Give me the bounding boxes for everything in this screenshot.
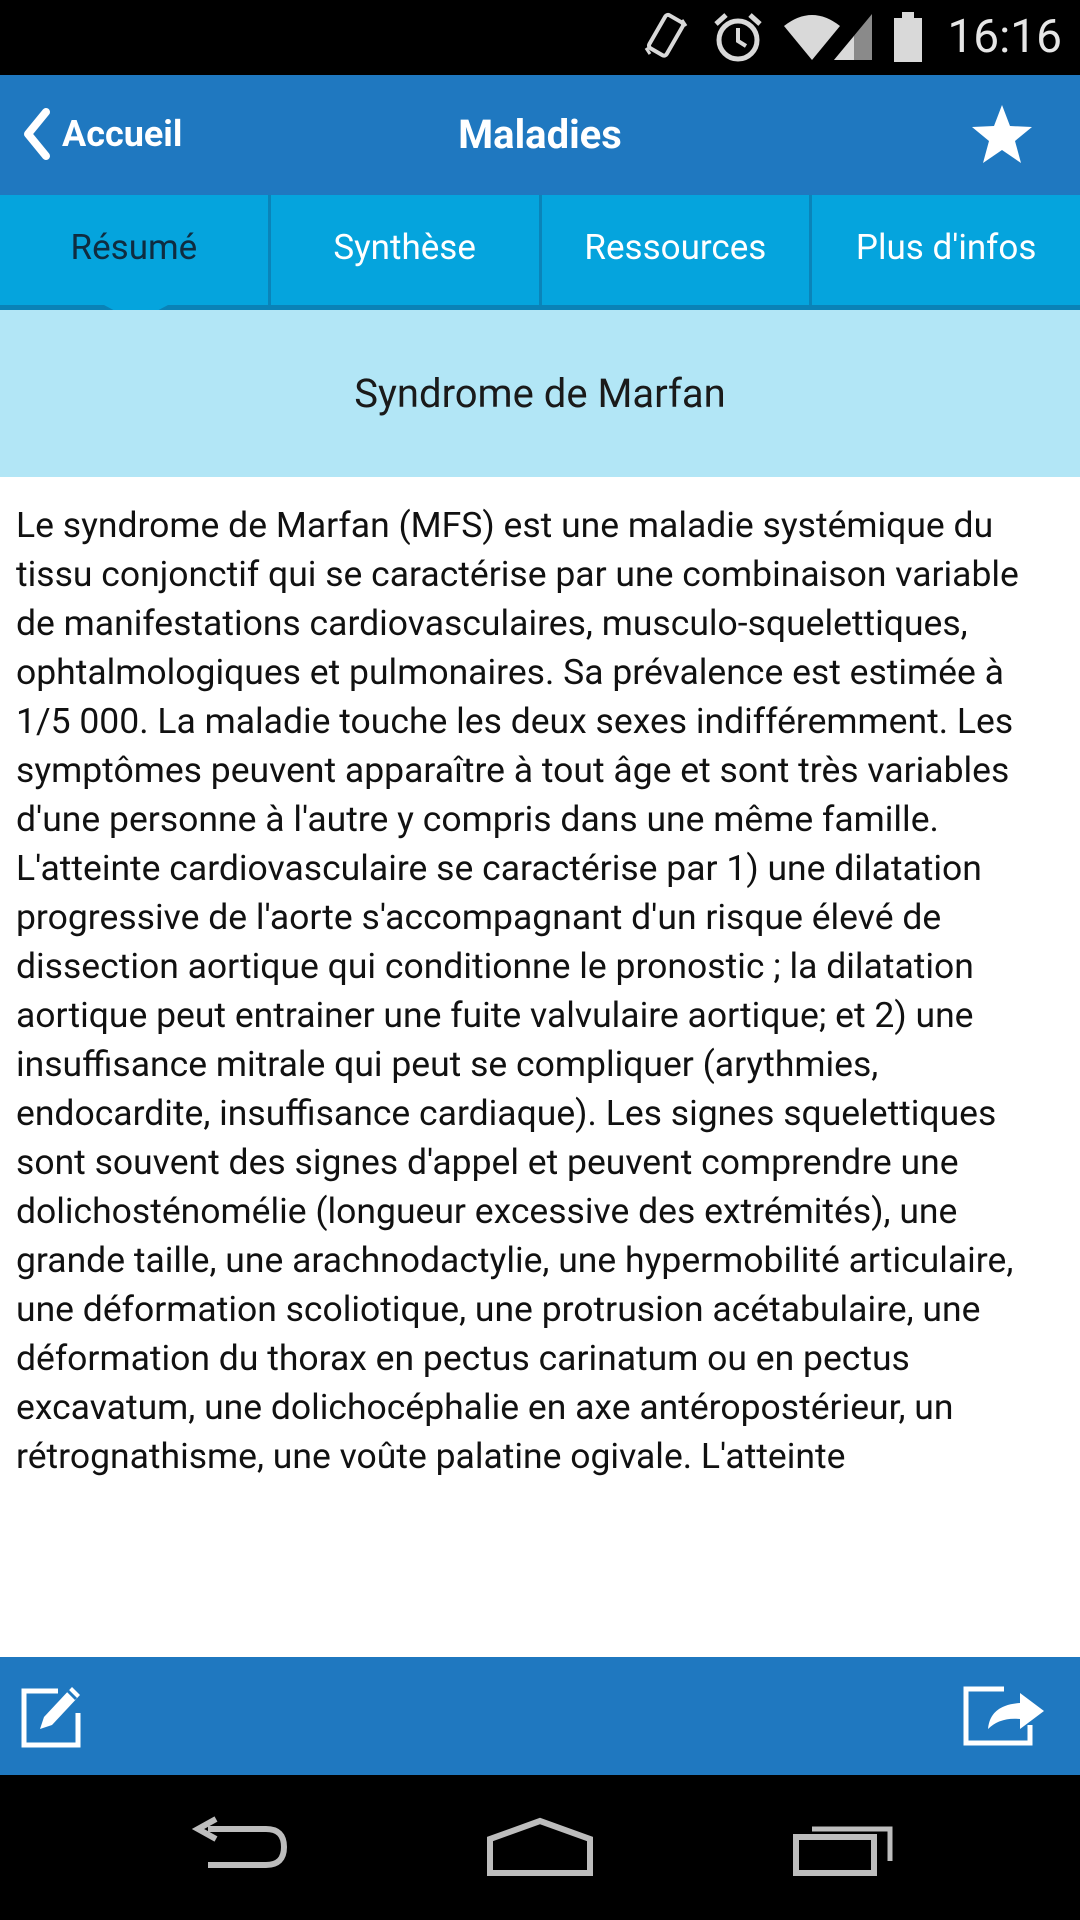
page-title: Maladies	[458, 111, 622, 158]
home-icon[interactable]	[484, 1815, 596, 1879]
tab-resume[interactable]: Résumé	[0, 195, 271, 305]
signal-icon	[830, 10, 876, 64]
chevron-left-icon	[22, 108, 52, 160]
share-icon[interactable]	[960, 1681, 1050, 1749]
status-time: 16:16	[947, 10, 1062, 64]
back-icon[interactable]	[186, 1815, 292, 1879]
edit-icon[interactable]	[18, 1679, 86, 1751]
recents-icon[interactable]	[790, 1815, 896, 1879]
tab-plus-dinfos[interactable]: Plus d'infos	[855, 227, 1037, 268]
system-nav-bar	[0, 1775, 1080, 1920]
battery-icon	[892, 10, 924, 64]
disease-title: Syndrome de Marfan	[354, 370, 726, 417]
summary-content[interactable]	[0, 477, 1080, 1657]
disease-title-band	[0, 310, 1080, 477]
back-button[interactable]	[22, 99, 182, 169]
vibrate-icon	[640, 10, 690, 64]
status-bar	[0, 0, 1080, 75]
summary-text: Le syndrome de Marfan (MFS) est une maladie systémique du tissu conjonctif qui se caractérise par une combinaison variable de manifestations cardiovasculaires, musculo-squelettiques, ophtalmologiques et pulmonaires. Sa prévalence est estimée à 1/5 000. La maladie touche les deux sexes indifféremment. Les symptômes peuvent apparaître à tout âge et sont très variables d'une personne à l'autre y compris dans une même famille. L'atteinte cardiovasculaire se caractérise par 1) une dilatation progressive de l'aorte s'accompagnant d'un risque élevé de dissection aortique qui conditionne le pronostic ; la dilatation aortique peut entrainer une fuite valvulaire aortique; et 2) une insuffisance mitrale qui peut se compliquer (arythmies, endocardite, insuffisance cardiaque). Les signes squelettiques sont souvent des signes d'appel et peuvent comprendre une dolichosténomélie (longueur excessive des extrémités), une grande taille, une arachnodactylie, une hypermobilité articulaire, une déformation scoliotique, une protrusion acétabulaire, une déformation du thorax en pectus carinatum ou en pectus excavatum, une dolichocéphalie en axe antéropostérieur, un rétrognathisme, une voûte palatine ogivale. L'atteinte	[16, 504, 1019, 1477]
tab-bar	[0, 195, 1080, 310]
bottom-action-bar	[0, 1657, 1080, 1775]
alarm-icon	[712, 10, 764, 64]
app-bar	[0, 75, 1080, 195]
tab-ressources[interactable]: Ressources	[542, 195, 813, 305]
tab-synthese[interactable]: Synthèse	[271, 195, 542, 305]
back-button-label: Accueil	[62, 113, 183, 155]
star-icon[interactable]	[970, 103, 1034, 167]
